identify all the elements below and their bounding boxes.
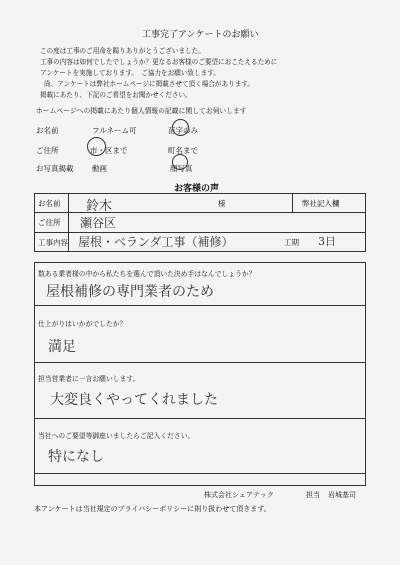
consent-address-opt2[interactable]: 町名まで — [168, 146, 198, 155]
intro-line-4: 尚、アンケートは弊社ホームページに掲載させて頂く場合があります。 — [44, 80, 254, 88]
staff-name: 岩城基司 — [328, 491, 356, 499]
selected-circle — [172, 119, 189, 136]
work-label: 工事内容 — [38, 238, 68, 247]
intro-line-3: アンケートを実施しております。 ご協力をお願い致します。 — [40, 69, 220, 77]
period-value: 3日 — [318, 235, 336, 248]
col-divider — [68, 193, 69, 252]
intro-line-5: 掲載にあたり、下記のご希望をお聞かせください。 — [40, 91, 192, 99]
question-1: 数ある業者様の中から私たちを選んで頂いた決め手はなんでしょうか？ — [38, 270, 256, 278]
consent-address-label: ご住所 — [36, 146, 59, 155]
row-divider — [34, 212, 366, 213]
consent-photo-label: お写真掲載 — [36, 164, 74, 173]
answer-2: 満足 — [48, 339, 76, 355]
question-2: 仕上がりはいかがでしたか？ — [38, 320, 127, 328]
answer-line — [34, 362, 366, 363]
answer-4: 特になし — [48, 449, 104, 465]
consent-name-label: お名前 — [36, 126, 59, 135]
answer-line — [34, 305, 366, 306]
consent-heading: ホームページへの掲載にあたり個人情報の記載に関してお伺いします — [36, 107, 247, 115]
company-name: 株式会社シェアテック — [204, 491, 274, 499]
intro-line-2: 工事の内容は如何でしたでしょうか？更なるお客様のご要望におこたえるために — [40, 58, 278, 66]
answer-1: 屋根補修の専門業者のため — [46, 284, 214, 300]
voice-heading: お客様の声 — [174, 184, 220, 194]
consent-photo-opt2[interactable]: 顔写真 — [170, 164, 193, 173]
question-3: 担当営業者に一言お願いします。 — [38, 375, 140, 383]
work-value: 屋根・ベランダ工事（補修） — [78, 235, 234, 249]
consent-photo-opt1[interactable]: 動画 — [92, 164, 107, 173]
consent-name-opt1[interactable]: フルネーム可 — [92, 126, 137, 135]
intro-line-1: この度は工事のご用命を賜りありがとうございました。 — [40, 47, 205, 55]
answer-line — [34, 473, 366, 474]
staff-label: 担当 — [306, 491, 320, 499]
consent-address-opt1[interactable]: 市・区まで — [90, 146, 128, 155]
selected-circle — [87, 137, 106, 156]
question-4: 当社へのご要望等御座いましたらご記入ください。 — [38, 432, 195, 440]
col-divider — [292, 193, 293, 213]
selected-circle — [172, 154, 188, 170]
privacy-notice: 本アンケートは当社規定のプライバシーポリシーに則り扱わせて頂きます。 — [34, 505, 271, 513]
answer-3: 大変良くやってくれました — [50, 392, 218, 408]
survey-title: 工事完了アンケートのお願い — [142, 30, 259, 40]
consent-name-opt2[interactable]: 苗字のみ — [168, 126, 198, 135]
name-label: お名前 — [38, 199, 61, 208]
name-value: 鈴木 — [86, 199, 113, 214]
period-label: 工期 — [284, 238, 299, 247]
address-value: 瀬谷区 — [80, 216, 117, 230]
answer-line — [34, 418, 366, 419]
address-label: ご住所 — [38, 218, 61, 227]
name-suffix: 様 — [218, 199, 226, 208]
office-use-label: 弊社記入欄 — [302, 199, 340, 208]
